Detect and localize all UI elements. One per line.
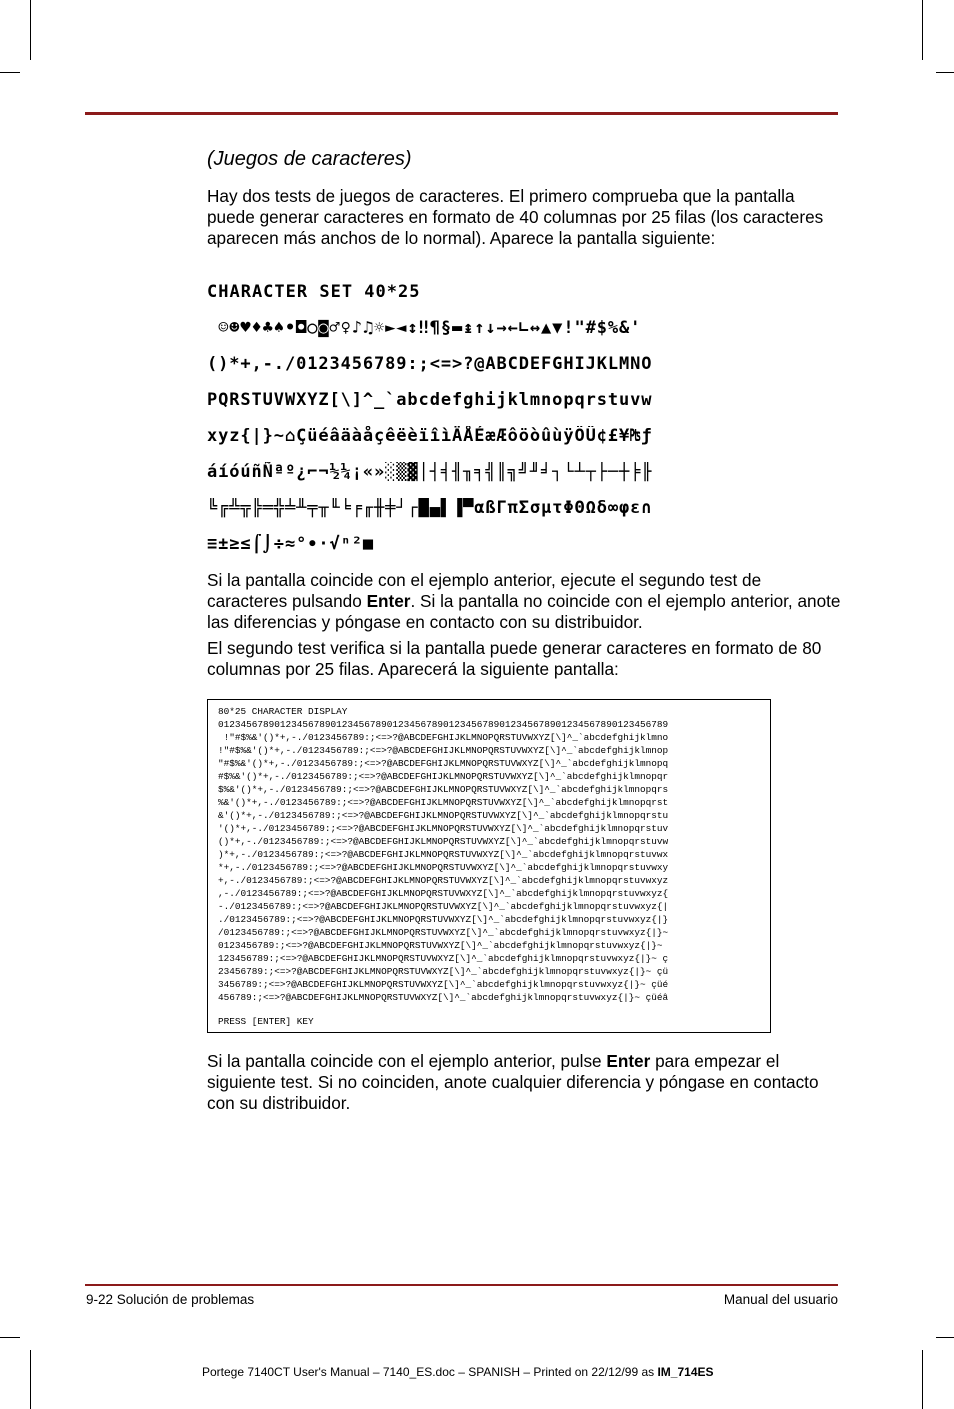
screen-row: -./0123456789:;<=>?@ABCDEFGHIJKLMNOPQRSTUVWXYZ[\]^_`abcdefghijklmnopqrstuvwxyz{| [218,901,669,912]
screen-row: %&'()*+,-./0123456789:;<=>?@ABCDEFGHIJKLMNOPQRSTUVWXYZ[\]^_`abcdefghijklmnopqrst [218,797,669,808]
charset-line: ╚╔╩╦╠═╬╧╨╤╥╙╘╒╓╫╪┘┌█▄▌▐▀αßΓπΣσµτΦΘΩδ∞φε∩ [207,498,653,518]
screen-row: $%&'()*+,-./0123456789:;<=>?@ABCDEFGHIJKLMNOPQRSTUVWXYZ[\]^_`abcdefghijklmnopqrs [218,784,669,795]
footer-page-section: 9-22 Solución de problemas [86,1292,255,1307]
intro-paragraph: Hay dos tests de juegos de caracteres. El primero comprueba que la pantalla puede generar caracteres en formato de 40 columnas por 25 filas (los caracteres aparecen más anchos de lo normal). Aparece la pantalla siguiente: [207,186,824,248]
screen-row: +,-./0123456789:;<=>?@ABCDEFGHIJKLMNOPQRSTUVWXYZ[\]^_`abcdefghijklmnopqrstuvwxyz [218,875,669,886]
print-note-code: IM_714ES [657,1365,714,1379]
screen-row: '()*+,-./0123456789:;<=>?@ABCDEFGHIJKLMNOPQRSTUVWXYZ[\]^_`abcdefghijklmnopqrstuv [218,823,669,834]
screen-row: ,-./0123456789:;<=>?@ABCDEFGHIJKLMNOPQRSTUVWXYZ[\]^_`abcdefghijklmnopqrstuvwxyz{ [218,888,669,899]
closing-text: para empezar el siguiente test. Si no coinciden, anote cualquier diferencia y póngase en contacto con su distribuidor. [207,1051,819,1113]
crop-mark [30,1350,31,1409]
footer-rule [85,1284,838,1286]
crop-mark [0,1337,20,1338]
screen-row: )*+,-./0123456789:;<=>?@ABCDEFGHIJKLMNOPQRSTUVWXYZ[\]^_`abcdefghijklmnopqrstuvwx [218,849,669,860]
screen-row: 456789:;<=>?@ABCDEFGHIJKLMNOPQRSTUVWXYZ[\]^_`abcdefghijklmnopqrstuvwxyz{|}~ çüéâ [218,992,669,1003]
screen-row: 23456789:;<=>?@ABCDEFGHIJKLMNOPQRSTUVWXYZ[\]^_`abcdefghijklmnopqrstuvwxyz{|}~ çü [218,966,669,977]
screen-row: /0123456789:;<=>?@ABCDEFGHIJKLMNOPQRSTUVWXYZ[\]^_`abcdefghijklmnopqrstuvwxyz{|}~ [218,927,669,938]
screen-row: 123456789:;<=>?@ABCDEFGHIJKLMNOPQRSTUVWXYZ[\]^_`abcdefghijklmnopqrstuvwxyz{|}~ ç [218,953,669,964]
screen-row: 3456789:;<=>?@ABCDEFGHIJKLMNOPQRSTUVWXYZ[\]^_`abcdefghijklmnopqrstuvwxyz{|}~ çüé [218,979,669,990]
screen-row: &'()*+,-./0123456789:;<=>?@ABCDEFGHIJKLMNOPQRSTUVWXYZ[\]^_`abcdefghijklmnopqrstu [218,810,669,821]
screen-row: #$%&'()*+,-./0123456789:;<=>?@ABCDEFGHIJKLMNOPQRSTUVWXYZ[\]^_`abcdefghijklmnopqr [218,771,669,782]
print-note [202,1365,714,1379]
screen-row: !"#$%&'()*+,-./0123456789:;<=>?@ABCDEFGHIJKLMNOPQRSTUVWXYZ[\]^_`abcdefghijklmnop [218,745,669,756]
charset-line: PQRSTUVWXYZ[\]^_`abcdefghijklmnopqrstuvw [207,390,653,410]
header-rule [85,112,838,115]
charset-line: áíóúñÑªº¿⌐¬½¼¡«»░▒▓│┤╡╢╖╕╣║╗╝╜╛┐└┴┬├─┼╞╟ [207,462,653,482]
charset-line: xyz{|}~⌂ÇüéâäàåçêëèïîìÄÅÉæÆôöòûùÿÖÜ¢£¥₧ƒ [207,426,653,446]
screen-80-display [207,699,771,1033]
second-test-paragraph: El segundo test verifica si la pantalla puede generar caracteres en formato de 80 columnas por 25 filas. Aparecerá la siguiente pantalla: [207,638,822,679]
press-enter-prompt: PRESS [ENTER] KEY [218,1016,314,1027]
closing-text: Si la pantalla coincide con el ejemplo anterior, pulse [207,1051,607,1071]
charset-line: ()*+,-./0123456789:;<=>?@ABCDEFGHIJKLMNO [207,354,653,374]
crop-mark [922,1350,923,1409]
charset-title: CHARACTER SET 40*25 [207,282,421,302]
footer-manual-title: Manual del usuario [723,1292,838,1307]
enter-key-label: Enter [366,591,411,611]
screen-row: 80*25 CHARACTER DISPLAY [218,706,348,717]
crop-mark [30,0,31,60]
crop-mark [936,72,954,73]
section-heading: (Juegos de caracteres) [207,148,412,170]
screen-row: 01234567890123456789012345678901234567890123456789012345678901234567890123456789 [218,719,669,730]
closing-paragraph [207,1051,843,1114]
instruction-text: . Si la pantalla no coincide con el ejemplo anterior, anote las diferencias y póngase en contacto con su distribuidor. [207,591,841,632]
print-note-text: Portege 7140CT User's Manual – 7140_ES.doc – SPANISH – Printed on 22/12/99 as [202,1365,658,1379]
crop-mark [0,72,20,73]
screen-row: ./0123456789:;<=>?@ABCDEFGHIJKLMNOPQRSTUVWXYZ[\]^_`abcdefghijklmnopqrstuvwxyz{|} [218,914,669,925]
screen-row: !"#$%&'()*+,-./0123456789:;<=>?@ABCDEFGHIJKLMNOPQRSTUVWXYZ[\]^_`abcdefghijklmno [218,732,669,743]
enter-key-label: Enter [606,1051,651,1071]
screen-row: 0123456789:;<=>?@ABCDEFGHIJKLMNOPQRSTUVWXYZ[\]^_`abcdefghijklmnopqrstuvwxyz{|}~ [218,940,663,951]
instruction-paragraph [207,570,843,633]
screen-row: "#$%&'()*+,-./0123456789:;<=>?@ABCDEFGHIJKLMNOPQRSTUVWXYZ[\]^_`abcdefghijklmnopq [218,758,669,769]
screen-row: ()*+,-./0123456789:;<=>?@ABCDEFGHIJKLMNOPQRSTUVWXYZ[\]^_`abcdefghijklmnopqrstuvw [218,836,669,847]
charset-line: ≡±≥≤⌠⌡÷≈°∙·√ⁿ²■ [207,534,375,554]
crop-mark [936,1337,954,1338]
charset-line: ☺☻♥♦♣♠•◘○◙♂♀♪♫☼►◄↕‼¶§▬↨↑↓→←∟↔▲▼!"#$%&' [207,318,642,338]
screen-row: *+,-./0123456789:;<=>?@ABCDEFGHIJKLMNOPQRSTUVWXYZ[\]^_`abcdefghijklmnopqrstuvwxy [218,862,669,873]
instruction-text: Si la pantalla coincide con el ejemplo anterior, ejecute el segundo test de caracteres pulsando [207,570,762,611]
crop-mark [922,0,923,60]
